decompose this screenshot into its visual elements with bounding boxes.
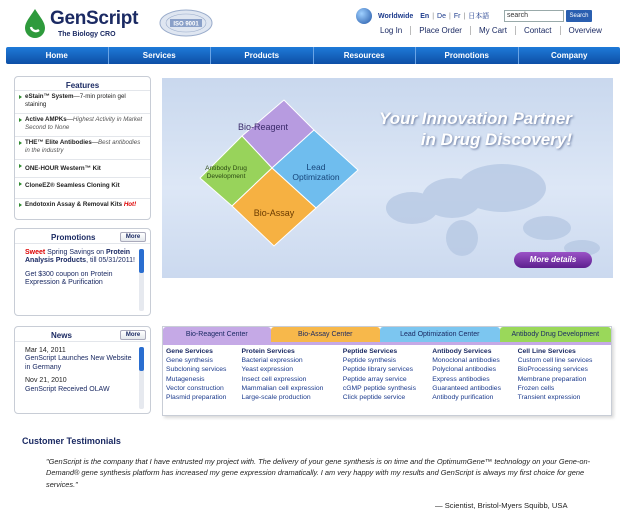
feature-item[interactable] <box>15 114 150 137</box>
column-heading[interactable]: Protein Services <box>241 348 295 355</box>
worldwide-label: Worldwide <box>378 12 414 20</box>
language-selector <box>356 8 489 24</box>
tab-lead-optimization-center[interactable]: Lead Optimization Center <box>380 327 499 342</box>
promotions-box <box>14 228 151 316</box>
promo-highlight: Sweet <box>25 249 46 256</box>
service-link[interactable]: Vector construction <box>166 384 224 392</box>
service-link[interactable]: Express antibodies <box>432 375 490 383</box>
news-item[interactable] <box>25 347 135 372</box>
service-link[interactable]: Antibody purification <box>432 394 494 402</box>
search-button[interactable]: Search <box>566 10 592 22</box>
service-link[interactable]: Frozen cells <box>517 384 555 392</box>
promo-bold: Protein Analysis Products <box>25 249 131 265</box>
promo-text: Get $300 coupon on Protein Expression & Purification <box>25 270 113 287</box>
promotions-scrollbar[interactable] <box>139 249 144 311</box>
feature-item[interactable] <box>15 91 150 114</box>
piece-lead-optimization: Lead Optimization <box>292 162 340 182</box>
column-gene-services <box>166 347 241 402</box>
features-title: Features <box>15 77 150 91</box>
overview-link[interactable]: Overview <box>560 26 610 35</box>
news-item[interactable] <box>25 377 135 394</box>
feature-desc: —7-min protein gel staining <box>25 93 126 108</box>
service-link[interactable]: Large-scale production <box>241 394 311 402</box>
feature-desc: — <box>91 139 98 146</box>
feature-item[interactable] <box>15 160 150 178</box>
testimonials-title: Customer Testimonials <box>22 436 121 446</box>
tab-bio-assay-center[interactable]: Bio-Assay Center <box>271 327 381 342</box>
top-links <box>372 26 610 35</box>
column-protein-services <box>241 347 342 402</box>
service-link[interactable]: Mammalian cell expression <box>241 384 324 392</box>
nav-products[interactable]: Products <box>210 47 313 64</box>
service-link[interactable]: Bacterial expression <box>241 357 303 365</box>
my-cart-link[interactable]: My Cart <box>470 26 515 35</box>
feature-name: THE™ Elite Antibodies <box>25 139 92 146</box>
globe-icon <box>356 8 372 24</box>
testimonial-author: — Scientist, Bristol-Myers Squibb, USA <box>435 501 568 510</box>
tab-bio-reagent-center[interactable]: Bio-Reagent Center <box>163 327 271 342</box>
contact-link[interactable]: Contact <box>515 26 560 35</box>
service-link[interactable]: Subcloning services <box>166 366 227 374</box>
column-antibody-services <box>432 347 517 402</box>
feature-desc: — <box>66 116 73 123</box>
lang-en[interactable]: En <box>420 12 430 20</box>
news-scrollbar[interactable] <box>139 347 144 409</box>
news-text: GenScript Launches New Website in Germany <box>25 355 132 371</box>
svg-text:ISO 9001: ISO 9001 <box>173 21 199 28</box>
hot-badge: Hot! <box>123 201 137 208</box>
piece-bio-assay: Bio-Assay <box>253 208 295 218</box>
brand-name: GenScript <box>50 8 139 29</box>
headline-line-1: Your Innovation Partner <box>378 109 572 128</box>
service-link[interactable]: Click peptide service <box>342 394 406 402</box>
hero-banner[interactable] <box>162 78 613 278</box>
service-link[interactable]: Plasmid preparation <box>166 394 227 402</box>
banner-headline <box>372 108 572 150</box>
feature-name: eStain™ System <box>25 93 74 100</box>
service-link[interactable]: Membrane preparation <box>517 375 587 383</box>
service-link[interactable]: Insect cell expression <box>241 375 307 383</box>
lang-de[interactable]: De <box>437 12 446 20</box>
promotions-header <box>15 229 150 244</box>
nav-promotions[interactable]: Promotions <box>415 47 518 64</box>
column-heading[interactable]: Peptide Services <box>342 348 398 355</box>
search-input[interactable]: search <box>504 10 564 22</box>
brand-tagline: The Biology CRO <box>58 31 116 38</box>
feature-name: Endotoxin Assay & Removal Kits <box>25 201 123 208</box>
feature-name: Active AMPKs <box>25 116 67 123</box>
news-list <box>25 347 135 399</box>
divider: | <box>449 12 451 20</box>
nav-company[interactable]: Company <box>518 47 621 64</box>
feature-name: ONE-HOUR Western™ Kit <box>25 165 101 172</box>
header <box>0 0 626 46</box>
promotions-more-button[interactable]: More <box>120 232 146 242</box>
news-more-button[interactable]: More <box>120 330 146 340</box>
column-cell-line-services <box>518 347 611 402</box>
feature-item[interactable] <box>15 137 150 160</box>
service-centers-panel <box>162 326 612 416</box>
column-heading[interactable]: Cell Line Services <box>517 348 576 355</box>
column-heading[interactable]: Antibody Services <box>432 348 492 355</box>
genscript-drop-icon <box>22 8 48 38</box>
scroll-thumb[interactable] <box>139 249 144 273</box>
news-date: Nov 21, 2010 <box>25 377 67 385</box>
service-link[interactable]: Yeast expression <box>241 366 293 374</box>
service-link[interactable]: Polyclonal antibodies <box>432 366 497 374</box>
divider: | <box>432 12 435 20</box>
service-link[interactable]: Transient expression <box>517 394 581 402</box>
service-link[interactable]: Peptide synthesis <box>342 357 397 365</box>
promo-tail: , till 05/31/2011! <box>86 257 135 265</box>
service-link[interactable]: Gene synthesis <box>166 357 213 365</box>
headline-line-2: in Drug Discovery! <box>420 130 572 149</box>
feature-item[interactable] <box>15 178 150 199</box>
nav-resources[interactable]: Resources <box>313 47 416 64</box>
nav-home[interactable]: Home <box>45 51 68 60</box>
service-link[interactable]: Mutagenesis <box>166 375 205 383</box>
news-date: Mar 14, 2011 <box>25 347 66 354</box>
genscript-logo[interactable] <box>22 6 142 42</box>
iso-certified-badge <box>158 8 214 38</box>
news-text: GenScript Received OLAW <box>25 385 110 393</box>
more-details-button[interactable]: More details <box>514 252 592 268</box>
divider: | <box>463 12 466 20</box>
news-header <box>15 327 150 342</box>
features-box <box>14 76 151 220</box>
main-nav <box>6 47 620 64</box>
column-heading[interactable]: Gene Services <box>166 348 213 355</box>
service-link[interactable]: Custom cell line services <box>517 357 593 365</box>
promo-text: Spring Savings on <box>45 249 106 256</box>
service-link[interactable]: Guaranteed antibodies <box>432 384 501 392</box>
news-box <box>14 326 151 414</box>
promotions-list <box>25 249 135 293</box>
service-columns <box>163 345 611 402</box>
feature-item[interactable] <box>15 199 150 220</box>
piece-bio-reagent: Bio-Reagent <box>237 122 289 132</box>
service-link[interactable]: Peptide array service <box>342 375 407 383</box>
service-link[interactable]: cGMP peptide synthesis <box>342 384 416 392</box>
promotions-title: Promotions <box>51 233 96 242</box>
feature-note: Highest Activity in Market Second to None <box>25 116 143 131</box>
place-order-link[interactable]: Place Order <box>410 26 470 35</box>
promo-item[interactable] <box>25 249 135 266</box>
service-link[interactable]: Peptide library services <box>342 366 414 374</box>
scroll-thumb[interactable] <box>139 347 144 371</box>
news-title: News <box>51 331 72 340</box>
service-link[interactable]: Monoclonal antibodies <box>432 357 500 365</box>
nav-services[interactable]: Services <box>108 47 211 64</box>
lang-ja[interactable]: 日本語 <box>468 13 490 20</box>
feature-name: CloneEZ® Seamless Cloning Kit <box>25 182 120 189</box>
service-link[interactable]: BioProcessing services <box>517 366 588 374</box>
lang-fr[interactable]: Fr <box>453 12 461 20</box>
promo-item[interactable] <box>25 271 135 288</box>
login-link[interactable]: Log In <box>380 26 403 35</box>
tab-antibody-drug-development[interactable]: Antibody Drug Development <box>500 327 612 342</box>
center-tabs <box>163 327 611 342</box>
column-peptide-services <box>343 347 432 402</box>
piece-antibody-drug: Antibody Drug Development <box>205 165 247 180</box>
feature-note: Best antibodies in the industry <box>25 139 141 154</box>
testimonial-quote: "GenScript is the company that I have entrusted my project with. The delivery of your gene synthesis is on time and the OptimumGene™ technology on your Gene-on-Demand® gene synthesis platform has increased my gene expression dramatically. I am very happy with my results and GenScript is always my first choice for gene services." <box>46 457 591 489</box>
